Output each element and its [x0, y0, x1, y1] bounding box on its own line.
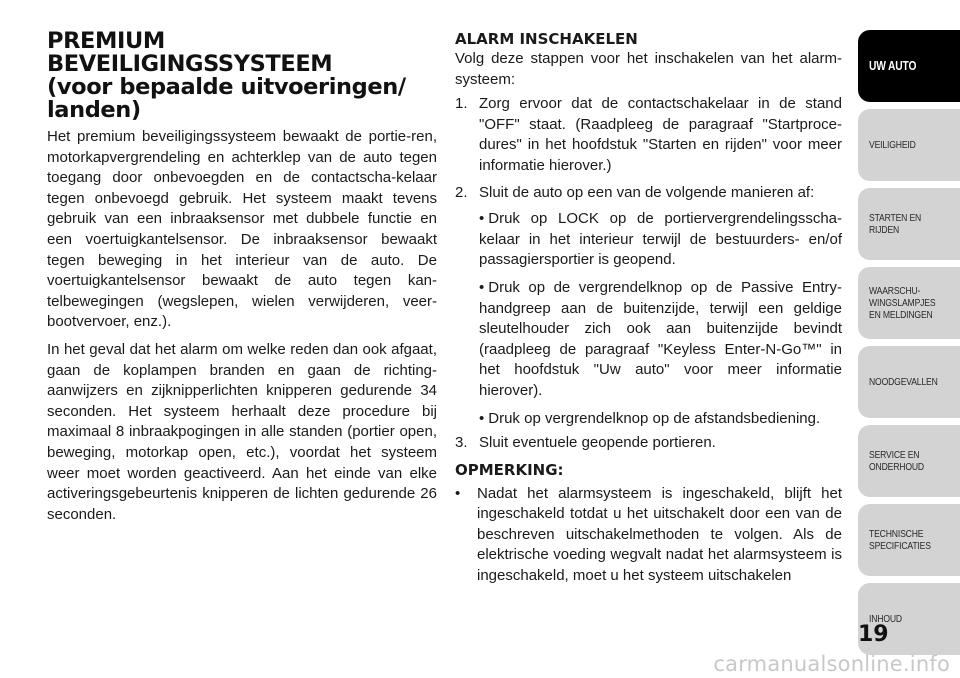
- bullet-icon: •: [455, 484, 461, 502]
- bullet-text: Druk op LOCK op de portiervergrendelingsscha-kelaar in het interieur terwijl de bestuurders- en/of passagiersportier is geopend.: [479, 210, 842, 269]
- note-heading: OPMERKING:: [455, 460, 564, 479]
- bullet-text: Druk op de vergrendelknop op de Passive Entry-handgreep aan de buitenzijde, terwijl een geldige sleutelhouder zich ook aan buitenzijde bevindt (raadpleeg de paragraaf "Keyless Enter-N-Go™" in het hoofdstuk "Uw auto" voor meer informatie hierover).: [479, 278, 842, 399]
- bullet-icon: •: [479, 409, 485, 427]
- step-number: 2.: [455, 183, 468, 201]
- step-list: [455, 94, 842, 203]
- step-text: Sluit eventuele geopende portieren.: [479, 434, 716, 452]
- tab-label: UW AUTO: [869, 59, 917, 73]
- tab-label: NOODGEVALLEN: [869, 376, 938, 388]
- section-title-line-2: (voor bepaalde uitvoeringen/: [47, 74, 406, 100]
- tab-label: VEILIGHEID: [869, 139, 916, 151]
- step-item: [455, 433, 842, 454]
- tab-label: STARTEN EN RIJDEN: [869, 212, 922, 236]
- bullet-icon: •: [479, 278, 485, 296]
- right-column: [455, 30, 842, 587]
- tab-noodgevallen[interactable]: [858, 346, 960, 418]
- bullet-item: [455, 409, 842, 430]
- watermark: carmanualsonline.info: [713, 652, 950, 676]
- section-title: [47, 30, 437, 122]
- note-text: Nadat het alarmsysteem is ingeschakeld, blijft het ingeschakeld totdat u het uitschakelt door een van de beschreven uitschakelmethoden te volgen. Als de elektrische voeding wegvalt nadat het alarmsysteem is ingeschakeld, moet u het systeem uitschakelen: [477, 484, 842, 585]
- tab-veiligheid[interactable]: [858, 109, 960, 181]
- note-item: [455, 484, 842, 587]
- bullet-icon: •: [479, 210, 485, 228]
- tab-service-en-onderhoud[interactable]: [858, 425, 960, 497]
- tab-label: INHOUD: [869, 613, 902, 625]
- step-text: Zorg ervoor dat de contactschakelaar in de stand "OFF" staat. (Raadpleeg de paragraaf "Startproce-dures" in het hoofdstuk "Starten en rijden" voor meer informatie hierover.): [479, 95, 842, 174]
- alarm-intro: Volg deze stappen voor het inschakelen van het alarm-systeem:: [455, 50, 842, 88]
- alarm-heading: ALARM INSCHAKELEN: [455, 30, 638, 48]
- alarm-behaviour-paragraph: In het geval dat het alarm om welke reden dan ook afgaat, gaan de koplampen branden en gaan de richting-aanwijzers en zijknipperlichten knipperen gedurende 34 seconden. Het systeem herhaalt deze procedure bij maximaal 8 inbraakpogingen in alle standen (portier open, beweging, motorkap open, etc.), voordat het systeem weer moet worden geactiveerd. Aan het einde van elke activeringsgebeurtenis knipperen de lichten gedurende 26 seconden.: [47, 340, 437, 523]
- bullet-item: [455, 209, 842, 271]
- step-item: [455, 94, 842, 176]
- tab-waarschuwingslampjes[interactable]: [858, 267, 960, 339]
- bullet-text: Druk op vergrendelknop op de afstandsbediening.: [488, 409, 821, 427]
- step-list: [455, 433, 842, 454]
- section-title-line-3: landen): [47, 97, 141, 123]
- left-column: [47, 30, 437, 525]
- tab-label: TECHNISCHE SPECIFICATIES: [869, 528, 931, 552]
- tab-label: WAARSCHU- WINGSLAMPJES EN MELDINGEN: [869, 285, 936, 321]
- step-body: [479, 183, 842, 204]
- tab-label: SERVICE EN ONDERHOUD: [869, 449, 924, 473]
- page-number: 19: [858, 622, 889, 647]
- step-number: 1.: [455, 95, 468, 113]
- step-item: [455, 183, 842, 204]
- intro-paragraph: Het premium beveiligingssysteem bewaakt de portie-ren, motorkapvergrendeling en achterklep van de auto tegen toegang door onbevoegden en de contactscha-kelaar tegen onbevoegd gebruik. Het systeem maakt tevens gebruik van een inbraaksensor met dubbele functie en een voertuigkantelsensor. De inbraaksensor bewaakt tegen beweging in het interieur van de auto. De voertuigkantelsensor bewaakt de auto tegen kan-telbewegingen (wegslepen, wielen verwijderen, veer-bootvervoer, enz.).: [47, 128, 437, 331]
- tab-technische-specificaties[interactable]: [858, 504, 960, 576]
- note-list: [455, 484, 842, 587]
- section-title-line-1: PREMIUM BEVEILIGINGSSYSTEEM: [47, 28, 333, 77]
- tab-starten-en-rijden[interactable]: [858, 188, 960, 260]
- chapter-tabs: [858, 30, 960, 662]
- step-number: 3.: [455, 434, 468, 452]
- step-text: Sluit de auto op een van de volgende manieren af:: [479, 183, 815, 201]
- bullet-item: [455, 278, 842, 402]
- tab-uw-auto[interactable]: [858, 30, 960, 102]
